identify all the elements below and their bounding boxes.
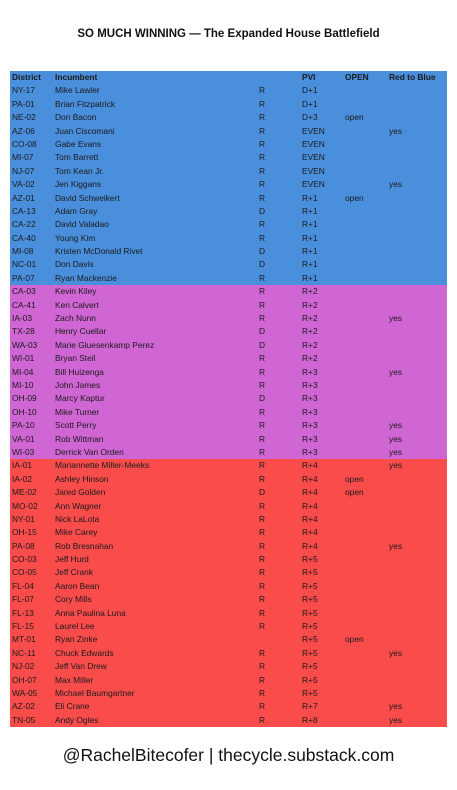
cell-party: R bbox=[259, 661, 266, 672]
cell-district: CA-03 bbox=[12, 286, 36, 297]
cell-incumbent: Ryan Mackenzie bbox=[55, 272, 117, 283]
cell-pvi: R+3 bbox=[302, 433, 318, 444]
table-row bbox=[10, 473, 447, 486]
cell-incumbent: Cory Mills bbox=[55, 594, 92, 605]
cell-incumbent: Mariannette Miller-Meeks bbox=[55, 460, 150, 471]
cell-pvi: R+2 bbox=[302, 339, 318, 350]
table-row bbox=[10, 714, 447, 727]
cell-incumbent: Ken Calvert bbox=[55, 299, 99, 310]
cell-district: CA-40 bbox=[12, 232, 36, 243]
cell-district: FL-07 bbox=[12, 594, 34, 605]
cell-incumbent: Jen Kiggans bbox=[55, 179, 102, 190]
table-row bbox=[10, 660, 447, 673]
footer-credit: @RachelBitecofer | thecycle.substack.com bbox=[62, 745, 395, 765]
cell-party: R bbox=[259, 714, 266, 725]
cell-incumbent: Bill Huizenga bbox=[55, 366, 104, 377]
cell-pvi: R+3 bbox=[302, 406, 318, 417]
cell-district: NJ-02 bbox=[12, 661, 35, 672]
cell-open: open bbox=[345, 634, 364, 645]
cell-district: FL-13 bbox=[12, 607, 34, 618]
cell-party: R bbox=[259, 406, 266, 417]
cell-district: AZ-06 bbox=[12, 125, 35, 136]
table-row bbox=[10, 192, 447, 205]
cell-red-to-blue: yes bbox=[389, 714, 403, 725]
cell-district: NE-02 bbox=[12, 112, 36, 123]
table-row bbox=[10, 392, 447, 405]
table-row bbox=[10, 98, 447, 111]
table-row bbox=[10, 607, 447, 620]
cell-party: R bbox=[259, 674, 266, 685]
cell-pvi: R+1 bbox=[302, 219, 318, 230]
cell-pvi: R+1 bbox=[302, 192, 318, 203]
cell-pvi: R+1 bbox=[302, 205, 318, 216]
cell-party: R bbox=[259, 379, 266, 390]
cell-party: D bbox=[259, 205, 266, 216]
cell-party: R bbox=[259, 272, 266, 283]
cell-red-to-blue: yes bbox=[389, 366, 403, 377]
cell-incumbent: Nick LaLota bbox=[55, 513, 100, 524]
table-row bbox=[10, 258, 447, 271]
cell-incumbent: Rob Bresnahan bbox=[55, 540, 114, 551]
cell-pvi: R+5 bbox=[302, 554, 318, 565]
cell-district: OH-07 bbox=[12, 674, 37, 685]
cell-red-to-blue: yes bbox=[389, 446, 403, 457]
cell-pvi: R+5 bbox=[302, 594, 318, 605]
cell-district: NY-01 bbox=[12, 513, 35, 524]
cell-party: R bbox=[259, 219, 266, 230]
cell-incumbent: Jeff Hurd bbox=[55, 554, 89, 565]
table-row bbox=[10, 272, 447, 285]
cell-pvi: R+4 bbox=[302, 487, 318, 498]
cell-incumbent: Mike Carey bbox=[55, 527, 98, 538]
table-row bbox=[10, 566, 447, 579]
cell-party: R bbox=[259, 353, 266, 364]
cell-incumbent: Scott Perry bbox=[55, 420, 97, 431]
cell-district: OH-09 bbox=[12, 393, 37, 404]
cell-party: D bbox=[259, 339, 266, 350]
cell-red-to-blue: yes bbox=[389, 125, 403, 136]
cell-pvi: R+4 bbox=[302, 460, 318, 471]
cell-pvi: R+3 bbox=[302, 420, 318, 431]
cell-pvi: R+5 bbox=[302, 634, 318, 645]
table-row bbox=[10, 312, 447, 325]
cell-district: WA-05 bbox=[12, 687, 38, 698]
cell-district: VA-02 bbox=[12, 179, 35, 190]
cell-incumbent: Bryan Steil bbox=[55, 353, 96, 364]
cell-red-to-blue: yes bbox=[389, 179, 403, 190]
cell-pvi: R+4 bbox=[302, 513, 318, 524]
cell-party: R bbox=[259, 112, 266, 123]
table-row bbox=[10, 674, 447, 687]
cell-party: R bbox=[259, 286, 266, 297]
cell-incumbent: Don Bacon bbox=[55, 112, 97, 123]
cell-party: D bbox=[259, 487, 266, 498]
cell-party: R bbox=[259, 420, 266, 431]
cell-party: D bbox=[259, 259, 266, 270]
cell-district: OH-10 bbox=[12, 406, 37, 417]
table-row bbox=[10, 526, 447, 539]
cell-incumbent: Brian Fitzpatrick bbox=[55, 98, 116, 109]
cell-pvi: R+4 bbox=[302, 527, 318, 538]
cell-party: R bbox=[259, 152, 266, 163]
cell-district: VA-01 bbox=[12, 433, 35, 444]
cell-district: IA-02 bbox=[12, 473, 33, 484]
cell-district: CA-41 bbox=[12, 299, 36, 310]
table-row bbox=[10, 500, 447, 513]
cell-pvi: R+1 bbox=[302, 259, 318, 270]
cell-pvi: EVEN bbox=[302, 165, 325, 176]
cell-pvi: R+1 bbox=[302, 272, 318, 283]
cell-pvi: R+3 bbox=[302, 366, 318, 377]
header-district: District bbox=[12, 72, 41, 82]
cell-district: TX-28 bbox=[12, 326, 35, 337]
cell-incumbent: Juan Ciscomani bbox=[55, 125, 115, 136]
table-row bbox=[10, 459, 447, 472]
table-row bbox=[10, 580, 447, 593]
cell-incumbent: Jeff Crank bbox=[55, 567, 94, 578]
cell-incumbent: Michael Baumgartner bbox=[55, 687, 135, 698]
table-header-row bbox=[10, 71, 447, 84]
cell-incumbent: Mike Turner bbox=[55, 406, 100, 417]
table-row bbox=[10, 111, 447, 124]
page-title: SO MUCH WINNING — The Expanded House Battlefield bbox=[77, 28, 380, 40]
table-row bbox=[10, 165, 447, 178]
cell-district: WI-03 bbox=[12, 446, 35, 457]
cell-district: NC-01 bbox=[12, 259, 37, 270]
table-row bbox=[10, 339, 447, 352]
cell-incumbent: Henry Cuellar bbox=[55, 326, 107, 337]
cell-incumbent: Anna Paulina Luna bbox=[55, 607, 126, 618]
cell-district: CA-13 bbox=[12, 205, 36, 216]
cell-pvi: R+5 bbox=[302, 661, 318, 672]
cell-party: R bbox=[259, 98, 266, 109]
cell-party: R bbox=[259, 687, 266, 698]
cell-party: R bbox=[259, 527, 266, 538]
header-incumbent: Incumbent bbox=[55, 72, 98, 82]
cell-incumbent: David Schweikert bbox=[55, 192, 120, 203]
cell-party: R bbox=[259, 460, 266, 471]
cell-incumbent: Laurel Lee bbox=[55, 621, 95, 632]
cell-party: R bbox=[259, 580, 266, 591]
cell-district: CO-05 bbox=[12, 567, 37, 578]
cell-incumbent: Chuck Edwards bbox=[55, 647, 114, 658]
cell-incumbent: Young Kim bbox=[55, 232, 96, 243]
cell-incumbent: Tom Kean Jr. bbox=[55, 165, 104, 176]
cell-district: MO-02 bbox=[12, 500, 38, 511]
table-row bbox=[10, 325, 447, 338]
cell-pvi: R+1 bbox=[302, 246, 318, 257]
table-row bbox=[10, 620, 447, 633]
cell-pvi: R+3 bbox=[302, 379, 318, 390]
cell-pvi: R+7 bbox=[302, 701, 318, 712]
cell-red-to-blue: yes bbox=[389, 313, 403, 324]
table-row bbox=[10, 245, 447, 258]
cell-party: D bbox=[259, 326, 266, 337]
cell-district: MI-08 bbox=[12, 246, 34, 257]
table-row bbox=[10, 433, 447, 446]
cell-party: R bbox=[259, 701, 266, 712]
cell-pvi: R+3 bbox=[302, 446, 318, 457]
cell-pvi: D+3 bbox=[302, 112, 318, 123]
table-body bbox=[10, 84, 447, 727]
cell-open: open bbox=[345, 487, 364, 498]
cell-incumbent: Kristen McDonald Rivet bbox=[55, 246, 143, 257]
cell-party: R bbox=[259, 85, 266, 96]
cell-pvi: R+1 bbox=[302, 232, 318, 243]
cell-pvi: R+5 bbox=[302, 567, 318, 578]
header-red-to-blue: Red to Blue bbox=[389, 72, 436, 82]
cell-open: open bbox=[345, 112, 364, 123]
cell-party: R bbox=[259, 554, 266, 565]
cell-pvi: R+5 bbox=[302, 687, 318, 698]
cell-party: R bbox=[259, 433, 266, 444]
cell-district: CO-08 bbox=[12, 138, 37, 149]
cell-party: R bbox=[259, 138, 266, 149]
cell-district: NJ-07 bbox=[12, 165, 35, 176]
cell-district: NY-17 bbox=[12, 85, 35, 96]
cell-pvi: R+2 bbox=[302, 313, 318, 324]
table-row bbox=[10, 138, 447, 151]
cell-incumbent: Eli Crane bbox=[55, 701, 90, 712]
cell-pvi: R+5 bbox=[302, 674, 318, 685]
cell-pvi: R+8 bbox=[302, 714, 318, 725]
cell-incumbent: Zach Nunn bbox=[55, 313, 96, 324]
table-row bbox=[10, 687, 447, 700]
header-pvi: PVI bbox=[302, 72, 316, 82]
table-row bbox=[10, 205, 447, 218]
cell-incumbent: Mike Lawler bbox=[55, 85, 100, 96]
cell-district: PA-10 bbox=[12, 420, 35, 431]
cell-pvi: EVEN bbox=[302, 152, 325, 163]
cell-party: R bbox=[259, 313, 266, 324]
table-row bbox=[10, 486, 447, 499]
table-row bbox=[10, 125, 447, 138]
cell-incumbent: Ann Wagner bbox=[55, 500, 102, 511]
cell-pvi: R+4 bbox=[302, 500, 318, 511]
cell-incumbent: Aaron Bean bbox=[55, 580, 100, 591]
cell-pvi: D+1 bbox=[302, 98, 318, 109]
cell-red-to-blue: yes bbox=[389, 540, 403, 551]
cell-incumbent: Rob Wittman bbox=[55, 433, 104, 444]
cell-pvi: R+3 bbox=[302, 393, 318, 404]
cell-party: R bbox=[259, 513, 266, 524]
table-row bbox=[10, 633, 447, 646]
cell-pvi: EVEN bbox=[302, 179, 325, 190]
cell-party: R bbox=[259, 594, 266, 605]
cell-party: R bbox=[259, 567, 266, 578]
cell-district: PA-08 bbox=[12, 540, 35, 551]
cell-district: AZ-02 bbox=[12, 701, 35, 712]
table-row bbox=[10, 513, 447, 526]
cell-party: R bbox=[259, 192, 266, 203]
cell-party: R bbox=[259, 179, 266, 190]
cell-incumbent: Kevin Kiley bbox=[55, 286, 97, 297]
table-row bbox=[10, 285, 447, 298]
cell-party: R bbox=[259, 473, 266, 484]
cell-incumbent: Jared Golden bbox=[55, 487, 106, 498]
cell-pvi: D+1 bbox=[302, 85, 318, 96]
cell-party: R bbox=[259, 500, 266, 511]
cell-incumbent: Gabe Evans bbox=[55, 138, 102, 149]
cell-pvi: R+4 bbox=[302, 540, 318, 551]
cell-open: open bbox=[345, 192, 364, 203]
cell-incumbent: Andy Ogles bbox=[55, 714, 99, 725]
cell-district: MI-10 bbox=[12, 379, 34, 390]
cell-pvi: R+5 bbox=[302, 647, 318, 658]
cell-incumbent: Tom Barrett bbox=[55, 152, 99, 163]
table-row bbox=[10, 299, 447, 312]
cell-pvi: R+5 bbox=[302, 607, 318, 618]
cell-party: R bbox=[259, 299, 266, 310]
cell-red-to-blue: yes bbox=[389, 460, 403, 471]
cell-district: PA-07 bbox=[12, 272, 35, 283]
cell-district: MI-07 bbox=[12, 152, 34, 163]
cell-district: FL-04 bbox=[12, 580, 34, 591]
cell-district: CA-22 bbox=[12, 219, 36, 230]
table-row bbox=[10, 647, 447, 660]
cell-district: AZ-01 bbox=[12, 192, 35, 203]
table-row bbox=[10, 366, 447, 379]
cell-incumbent: Ashley Hinson bbox=[55, 473, 109, 484]
cell-incumbent: Marcy Kaptur bbox=[55, 393, 105, 404]
cell-pvi: EVEN bbox=[302, 138, 325, 149]
cell-pvi: R+5 bbox=[302, 580, 318, 591]
header-open: OPEN bbox=[345, 72, 369, 82]
cell-district: FL-15 bbox=[12, 621, 34, 632]
cell-party: R bbox=[259, 540, 266, 551]
cell-district: NC-11 bbox=[12, 647, 36, 658]
table-row bbox=[10, 218, 447, 231]
table-row bbox=[10, 178, 447, 191]
cell-red-to-blue: yes bbox=[389, 701, 403, 712]
cell-incumbent: Adam Gray bbox=[55, 205, 98, 216]
cell-pvi: R+2 bbox=[302, 353, 318, 364]
table-row bbox=[10, 84, 447, 97]
cell-incumbent: Don Davis bbox=[55, 259, 94, 270]
cell-district: OH-15 bbox=[12, 527, 37, 538]
cell-pvi: R+2 bbox=[302, 299, 318, 310]
cell-pvi: EVEN bbox=[302, 125, 325, 136]
table-row bbox=[10, 352, 447, 365]
cell-pvi: R+4 bbox=[302, 473, 318, 484]
cell-district: ME-02 bbox=[12, 487, 37, 498]
cell-district: IA-03 bbox=[12, 313, 33, 324]
cell-district: IA-01 bbox=[12, 460, 33, 471]
cell-party: D bbox=[259, 393, 266, 404]
table-row bbox=[10, 419, 447, 432]
battlefield-table bbox=[10, 71, 447, 727]
cell-party: R bbox=[259, 165, 266, 176]
cell-red-to-blue: yes bbox=[389, 420, 403, 431]
cell-district: WA-03 bbox=[12, 339, 38, 350]
cell-party: R bbox=[259, 366, 266, 377]
cell-district: PA-01 bbox=[12, 98, 35, 109]
cell-incumbent: Marie Gluesenkamp Perez bbox=[55, 339, 155, 350]
cell-incumbent: David Valadao bbox=[55, 219, 109, 230]
table-row bbox=[10, 700, 447, 713]
cell-red-to-blue: yes bbox=[389, 647, 403, 658]
cell-pvi: R+5 bbox=[302, 621, 318, 632]
table-row bbox=[10, 540, 447, 553]
cell-incumbent: John James bbox=[55, 379, 101, 390]
table-row bbox=[10, 406, 447, 419]
cell-district: WI-01 bbox=[12, 353, 35, 364]
cell-pvi: R+2 bbox=[302, 286, 318, 297]
cell-party: R bbox=[259, 446, 266, 457]
cell-pvi: R+2 bbox=[302, 326, 318, 337]
cell-party: R bbox=[259, 621, 266, 632]
cell-district: MI-04 bbox=[12, 366, 34, 377]
cell-incumbent: Derrick Van Orden bbox=[55, 446, 124, 457]
cell-district: CO-03 bbox=[12, 554, 37, 565]
cell-party: R bbox=[259, 125, 266, 136]
cell-party: R bbox=[259, 647, 266, 658]
cell-red-to-blue: yes bbox=[389, 433, 403, 444]
cell-open: open bbox=[345, 473, 364, 484]
table-row bbox=[10, 379, 447, 392]
cell-district: TN-05 bbox=[12, 714, 36, 725]
cell-district: MT-01 bbox=[12, 634, 36, 645]
cell-party: R bbox=[259, 232, 266, 243]
table-row bbox=[10, 232, 447, 245]
cell-party: D bbox=[259, 246, 266, 257]
table-row bbox=[10, 553, 447, 566]
table-row bbox=[10, 593, 447, 606]
cell-incumbent: Max Miller bbox=[55, 674, 94, 685]
table-row bbox=[10, 151, 447, 164]
table-row bbox=[10, 446, 447, 459]
cell-incumbent: Jeff Van Drew bbox=[55, 661, 107, 672]
cell-party: R bbox=[259, 607, 266, 618]
cell-incumbent: Ryan Zinke bbox=[55, 634, 98, 645]
